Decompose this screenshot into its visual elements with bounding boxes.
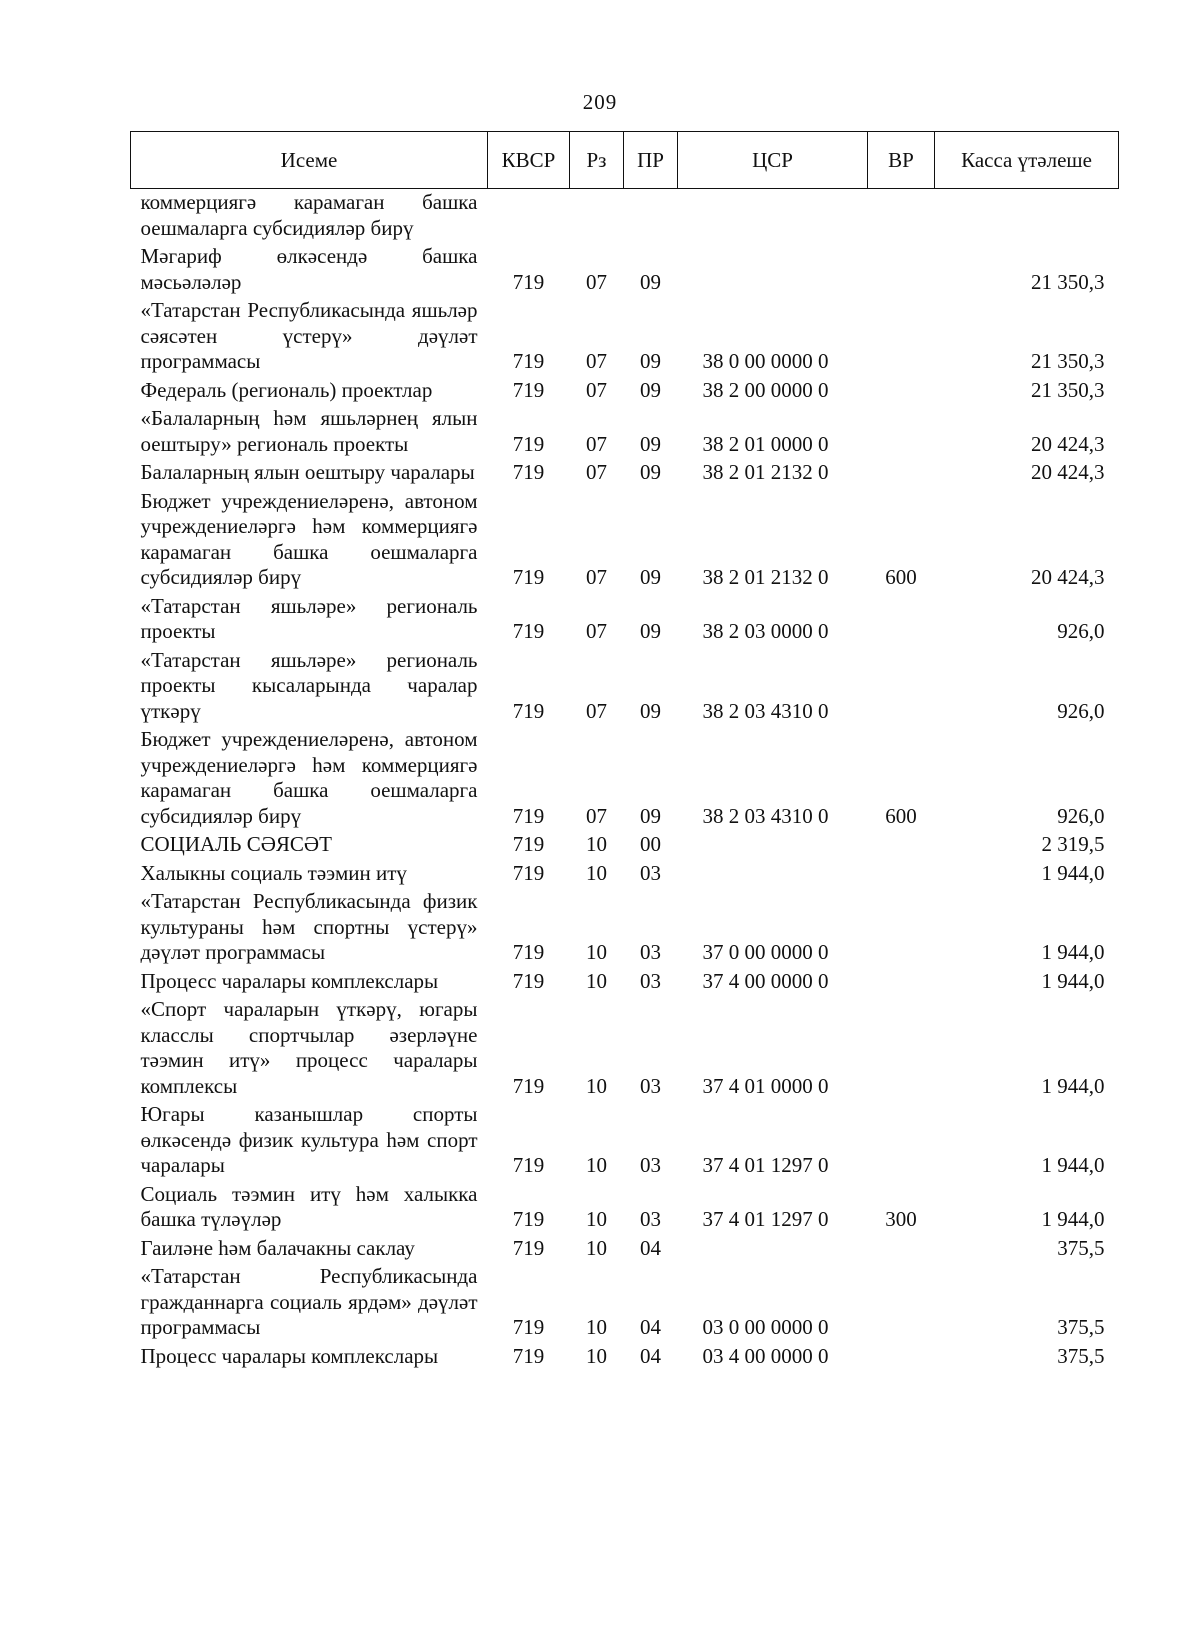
table-row	[131, 647, 1119, 727]
cell-name: «Татарстан Республикасында физик культураны һәм спортны үстерү» дәүләт программасы	[140, 889, 478, 964]
table-row	[131, 1101, 1119, 1181]
cell-csr: 38 2 01 2132 0	[702, 565, 829, 589]
table-row	[131, 860, 1119, 889]
cell-kvsr: 719	[512, 860, 545, 885]
cell-vr	[868, 377, 935, 406]
cell-name: Социаль тәэмин итү һәм халыкка башка түләүләр	[140, 1181, 478, 1231]
cell-kvsr	[488, 189, 570, 244]
cell-pr: 09	[640, 460, 661, 484]
cell-pr: 09	[640, 269, 661, 294]
cell-name: Югары казанышлар спорты өлкәсендә физик культура һәм спорт чаралары	[140, 1102, 478, 1177]
table-body	[131, 189, 1119, 1372]
cell-csr: 38 2 03 4310 0	[702, 803, 829, 828]
cell-csr: 38 2 01 0000 0	[702, 431, 829, 456]
cell-vr	[868, 1101, 935, 1181]
table-row	[131, 297, 1119, 377]
cell-rz: 10	[586, 832, 607, 856]
cell-vr: 600	[885, 803, 917, 828]
cell-rz: 07	[586, 377, 607, 402]
cell-kassa: 375,5	[1057, 1343, 1105, 1368]
cell-csr: 37 0 00 0000 0	[702, 940, 829, 964]
table-row	[131, 189, 1119, 244]
cell-kvsr: 719	[512, 269, 545, 294]
cell-kvsr: 719	[512, 565, 545, 589]
cell-kvsr: 719	[512, 1073, 545, 1098]
table-row	[131, 1181, 1119, 1235]
cell-rz: 07	[586, 460, 607, 484]
cell-rz: 07	[586, 565, 607, 589]
cell-vr	[868, 593, 935, 647]
cell-kvsr: 719	[512, 349, 545, 373]
cell-vr	[868, 888, 935, 968]
cell-vr	[868, 189, 935, 244]
cell-kvsr: 719	[512, 1235, 545, 1260]
header-csr: ЦСР	[678, 132, 868, 189]
cell-pr: 09	[640, 619, 661, 643]
cell-name: Бюджет учреждениеләренә, автоном учреждениеләргә һәм коммерциягә карамаган башка оешмаларга субсидияләр бирү	[140, 727, 478, 828]
header-kvsr: КВСР	[488, 132, 570, 189]
table-row	[131, 459, 1119, 488]
cell-kvsr: 719	[512, 1153, 545, 1177]
header-pr: ПР	[624, 132, 678, 189]
cell-kassa: 2 319,5	[1041, 832, 1105, 856]
cell-kassa: 926,0	[1057, 803, 1105, 828]
cell-kvsr: 719	[512, 803, 545, 828]
cell-pr: 03	[640, 1073, 661, 1098]
cell-csr: 38 2 00 0000 0	[702, 377, 829, 402]
cell-pr: 04	[640, 1343, 661, 1368]
cell-pr: 03	[640, 1207, 661, 1231]
cell-kvsr: 719	[512, 940, 545, 964]
cell-name: Балаларның ялын оештыру чаралары	[140, 460, 475, 484]
cell-vr	[868, 860, 935, 889]
cell-name: Мәгариф өлкәсендә башка мәсьәләләр	[140, 244, 478, 294]
cell-kassa	[935, 189, 1119, 244]
table-row	[131, 968, 1119, 997]
cell-kvsr: 719	[512, 431, 545, 456]
budget-table	[130, 131, 1119, 1371]
cell-kassa: 1 944,0	[1041, 860, 1105, 885]
cell-kassa: 21 350,3	[1031, 377, 1105, 402]
page-number: 209	[582, 90, 618, 114]
header-rz: Рз	[570, 132, 624, 189]
cell-name: Федераль (региональ) проектлар	[140, 377, 433, 402]
cell-csr: 38 0 00 0000 0	[702, 349, 829, 373]
table-row	[131, 377, 1119, 406]
cell-pr: 04	[640, 1235, 661, 1260]
cell-rz: 10	[586, 968, 607, 993]
cell-rz	[570, 189, 624, 244]
cell-kvsr: 719	[512, 1315, 545, 1339]
cell-pr	[624, 189, 678, 244]
cell-vr	[868, 1263, 935, 1343]
cell-pr: 03	[640, 1153, 661, 1177]
cell-name: СОЦИАЛЬ СӘЯСӘТ	[140, 832, 332, 856]
table-row	[131, 996, 1119, 1101]
cell-csr: 37 4 01 0000 0	[702, 1073, 829, 1098]
table-row	[131, 831, 1119, 860]
cell-pr: 09	[640, 698, 661, 723]
cell-csr: 37 4 01 1297 0	[702, 1153, 829, 1177]
cell-csr: 03 4 00 0000 0	[702, 1343, 829, 1368]
cell-name: «Татарстан Республикасында гражданнарга социаль ярдәм» дәүләт программасы	[140, 1264, 478, 1339]
cell-vr	[868, 968, 935, 997]
table-row	[131, 1235, 1119, 1264]
cell-name: Бюджет учреждениеләренә, автоном учреждениеләргә һәм коммерциягә карамаган башка оешмаларга субсидияләр бирү	[140, 488, 478, 589]
cell-csr: 38 2 03 4310 0	[702, 698, 829, 723]
table-row	[131, 1343, 1119, 1372]
table-row	[131, 593, 1119, 647]
cell-kassa: 1 944,0	[1041, 1207, 1105, 1231]
cell-csr	[678, 831, 868, 860]
cell-pr: 09	[640, 431, 661, 456]
cell-rz: 07	[586, 431, 607, 456]
cell-csr: 38 2 01 2132 0	[702, 460, 829, 484]
cell-csr: 37 4 01 1297 0	[702, 1207, 829, 1231]
table-row	[131, 888, 1119, 968]
cell-vr	[868, 243, 935, 297]
cell-pr: 03	[640, 968, 661, 993]
cell-kvsr: 719	[512, 619, 545, 643]
table-row	[131, 488, 1119, 593]
cell-rz: 07	[586, 698, 607, 723]
cell-name: «Татарстан Республикасында яшьләр сәясәтен үстерү» дәүләт программасы	[140, 298, 478, 373]
table-row	[131, 726, 1119, 831]
cell-rz: 07	[586, 803, 607, 828]
cell-rz: 07	[586, 619, 607, 643]
cell-pr: 09	[640, 377, 661, 402]
cell-csr: 37 4 00 0000 0	[702, 968, 829, 993]
cell-vr	[868, 459, 935, 488]
cell-name: «Балаларның һәм яшьләрнең ялын оештыру» региональ проекты	[140, 406, 478, 456]
cell-rz: 07	[586, 349, 607, 373]
cell-csr	[678, 189, 868, 244]
cell-pr: 09	[640, 803, 661, 828]
cell-kassa: 21 350,3	[1031, 349, 1105, 373]
cell-pr: 00	[640, 832, 661, 856]
cell-name: Халыкны социаль тәэмин итү	[140, 860, 407, 885]
cell-pr: 03	[640, 860, 661, 885]
cell-vr: 300	[885, 1207, 917, 1231]
header-name: Исеме	[131, 132, 488, 189]
cell-rz: 10	[586, 1315, 607, 1339]
table-row	[131, 243, 1119, 297]
cell-kvsr: 719	[512, 377, 545, 402]
table-row	[131, 405, 1119, 459]
cell-name: «Татарстан яшьләре» региональ проекты кысаларында чаралар үткәрү	[140, 647, 478, 723]
cell-kassa: 20 424,3	[1031, 431, 1105, 456]
cell-vr: 600	[885, 565, 917, 589]
cell-kassa: 926,0	[1057, 698, 1105, 723]
cell-pr: 03	[640, 940, 661, 964]
cell-name: Гаиләне һәм балачакны саклау	[140, 1235, 415, 1260]
cell-vr	[868, 1343, 935, 1372]
cell-kvsr: 719	[512, 1207, 545, 1231]
cell-rz: 10	[586, 1153, 607, 1177]
cell-pr: 04	[640, 1315, 661, 1339]
cell-csr	[678, 860, 868, 889]
cell-rz: 10	[586, 940, 607, 964]
cell-kassa: 21 350,3	[1031, 269, 1105, 294]
cell-kassa: 20 424,3	[1031, 460, 1105, 484]
cell-rz: 10	[586, 1073, 607, 1098]
cell-csr	[678, 243, 868, 297]
cell-name: коммерциягә карамаган башка оешмаларга субсидияләр бирү	[140, 190, 478, 240]
cell-kvsr: 719	[512, 698, 545, 723]
cell-kassa: 1 944,0	[1041, 940, 1105, 964]
cell-vr	[868, 297, 935, 377]
cell-name: «Спорт чараларын үткәрү, югары класслы спортчылар әзерләүне тәэмин итү» процесс чаралары комплексы	[140, 997, 478, 1098]
cell-kvsr: 719	[512, 832, 545, 856]
budget-table-container	[130, 131, 1118, 1371]
cell-kvsr: 719	[512, 1343, 545, 1368]
cell-vr	[868, 405, 935, 459]
cell-rz: 10	[586, 860, 607, 885]
cell-csr: 38 2 03 0000 0	[702, 619, 829, 643]
cell-csr	[678, 1235, 868, 1264]
table-header	[131, 132, 1119, 189]
cell-vr	[868, 831, 935, 860]
cell-kassa: 1 944,0	[1041, 1153, 1105, 1177]
cell-kvsr: 719	[512, 968, 545, 993]
cell-vr	[868, 647, 935, 727]
cell-vr	[868, 996, 935, 1101]
cell-vr	[868, 1235, 935, 1264]
cell-rz: 10	[586, 1235, 607, 1260]
table-row	[131, 1263, 1119, 1343]
cell-kassa: 926,0	[1057, 619, 1105, 643]
cell-kassa: 1 944,0	[1041, 968, 1105, 993]
cell-pr: 09	[640, 349, 661, 373]
cell-pr: 09	[640, 565, 661, 589]
cell-name: Процесс чаралары комплекслары	[140, 1343, 439, 1368]
cell-rz: 10	[586, 1343, 607, 1368]
cell-kassa: 1 944,0	[1041, 1073, 1105, 1098]
cell-csr: 03 0 00 0000 0	[702, 1315, 829, 1339]
header-kassa: Касса үтәлеше	[935, 132, 1119, 189]
cell-rz: 07	[586, 269, 607, 294]
cell-kassa: 375,5	[1057, 1235, 1105, 1260]
cell-kassa: 20 424,3	[1031, 565, 1105, 589]
cell-rz: 10	[586, 1207, 607, 1231]
cell-name: «Татарстан яшьләре» региональ проекты	[140, 593, 478, 643]
header-vr: ВР	[868, 132, 935, 189]
cell-kassa: 375,5	[1057, 1315, 1105, 1339]
cell-kvsr: 719	[512, 460, 545, 484]
cell-name: Процесс чаралары комплекслары	[140, 968, 439, 993]
